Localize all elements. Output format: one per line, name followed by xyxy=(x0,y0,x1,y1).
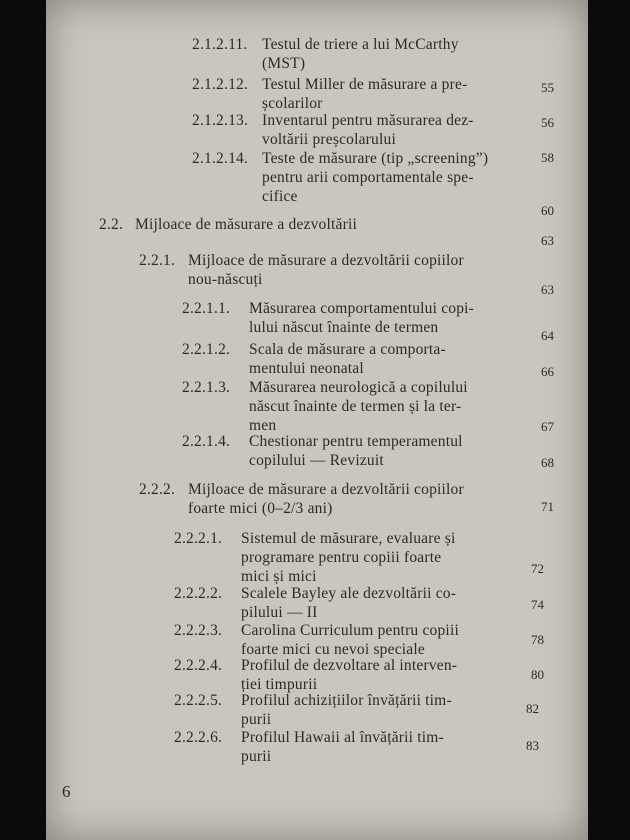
toc-number-2-2-1: 2.2.1. xyxy=(139,252,176,269)
toc-title-line: ției timpurii xyxy=(241,676,318,693)
toc-title-line: Scalele Bayley ale dezvoltării co- xyxy=(241,585,457,602)
toc-number-2-1-2-13: 2.1.2.13. xyxy=(192,112,249,129)
toc-page-2-2-2-4: 80 xyxy=(531,667,544,682)
toc-number-2-2-2-2: 2.2.2.2. xyxy=(174,585,223,602)
toc-number-2-2-1-4: 2.2.1.4. xyxy=(182,433,231,450)
toc-title-line: men xyxy=(249,417,277,434)
toc-number-2-1-2-11: 2.1.2.11. xyxy=(192,36,248,53)
toc-page-2-2-2-2: 74 xyxy=(531,597,544,612)
toc-title-line: Profilul de dezvoltare al interven- xyxy=(241,657,458,674)
toc-title-line: Carolina Curriculum pentru copiii xyxy=(241,622,459,639)
toc-title-line: Măsurarea comportamentului copi- xyxy=(249,300,475,317)
toc-number-2-2-2: 2.2.2. xyxy=(139,481,176,498)
toc-title-line: Chestionar pentru temperamentul xyxy=(249,433,463,450)
toc-title-line: purii xyxy=(241,711,272,728)
toc-page-2-1-2-13: 58 xyxy=(541,150,554,165)
toc-page-2-2-2-6: 83 xyxy=(526,738,539,753)
toc-title-line: mentului neonatal xyxy=(249,360,364,377)
toc-title-line: nou-născuți xyxy=(188,271,263,288)
toc-page-2-2-2: 71 xyxy=(541,499,554,514)
toc-title-line: lului născut înainte de termen xyxy=(249,319,439,336)
toc-title-line: programare pentru copiii foarte xyxy=(241,549,442,566)
toc-page-2-2-1-3: 67 xyxy=(541,419,554,434)
toc-number-2-2-1-2: 2.2.1.2. xyxy=(182,341,231,358)
toc-title-line: Testul Miller de măsurare a pre- xyxy=(262,76,468,93)
page-number: 6 xyxy=(62,782,71,801)
toc-number-2-2-1-1: 2.2.1.1. xyxy=(182,300,231,317)
toc-page-2-1-2-12: 56 xyxy=(541,115,554,130)
toc-page-2-2-2-1: 72 xyxy=(531,561,544,576)
toc-page-2-2-1: 63 xyxy=(541,282,554,297)
toc-title-line: purii xyxy=(241,748,272,765)
toc-number-2-2-1-3: 2.2.1.3. xyxy=(182,379,231,396)
toc-number-2-1-2-12: 2.1.2.12. xyxy=(192,76,249,93)
toc-title-line: copilului — Revizuit xyxy=(249,452,384,469)
toc-number-2-2-2-6: 2.2.2.6. xyxy=(174,729,223,746)
toc-title-line: foarte mici cu nevoi speciale xyxy=(241,641,425,658)
toc-title-line: Măsurarea neurologică a copilului xyxy=(249,379,468,396)
toc-title-line: Scala de măsurare a comporta- xyxy=(249,341,446,358)
toc-title-line: Testul de triere a lui McCarthy xyxy=(262,36,459,53)
toc-title-line: mici și mici xyxy=(241,568,317,585)
toc-page-2-2-1-4: 68 xyxy=(541,455,554,470)
toc-page-2-1-2-14: 60 xyxy=(541,203,554,218)
toc-title-line: Profilul Hawaii al învățării tim- xyxy=(241,729,444,746)
toc-page-2-1-2-11: 55 xyxy=(541,80,554,95)
toc-title-line: Mijloace de măsurare a dezvoltării xyxy=(135,216,357,233)
toc-page-2-2-1-2: 66 xyxy=(541,364,554,379)
toc-title-line: Profilul achizițiilor învățării tim- xyxy=(241,692,452,709)
toc-page-2-2-1-1: 64 xyxy=(541,328,554,343)
toc-page-2-2: 63 xyxy=(541,233,554,248)
toc-title-line: Sistemul de măsurare, evaluare și xyxy=(241,530,456,547)
toc-title-line: Mijloace de măsurare a dezvoltării copiilor xyxy=(188,481,464,498)
toc-page-2-2-2-5: 82 xyxy=(526,701,539,716)
toc-title-line: (MST) xyxy=(262,55,306,72)
toc-number-2-2-2-1: 2.2.2.1. xyxy=(174,530,223,547)
toc-title-line: Inventarul pentru măsurarea dez- xyxy=(262,112,474,129)
toc-title-line: voltării preșcolarului xyxy=(262,131,396,148)
toc-title-line: foarte mici (0–2/3 ani) xyxy=(188,500,333,517)
toc-title-line: Mijloace de măsurare a dezvoltării copiilor xyxy=(188,252,464,269)
toc-title-line: școlarilor xyxy=(262,95,323,112)
toc-number-2-2-2-5: 2.2.2.5. xyxy=(174,692,223,709)
toc-number-2-2-2-3: 2.2.2.3. xyxy=(174,622,223,639)
toc-title-line: Teste de măsurare (tip „screening”) xyxy=(262,150,489,167)
toc-number-2-1-2-14: 2.1.2.14. xyxy=(192,150,249,167)
toc-number-2-2: 2.2. xyxy=(99,216,124,233)
toc-page-2-2-2-3: 78 xyxy=(531,632,544,647)
toc-title-line: pilului — II xyxy=(241,604,318,621)
toc-title-line: pentru arii comportamentale spe- xyxy=(262,169,474,186)
toc-number-2-2-2-4: 2.2.2.4. xyxy=(174,657,223,674)
toc-title-line: născut înainte de termen și la ter- xyxy=(249,398,462,415)
toc-title-line: cifice xyxy=(262,188,298,205)
